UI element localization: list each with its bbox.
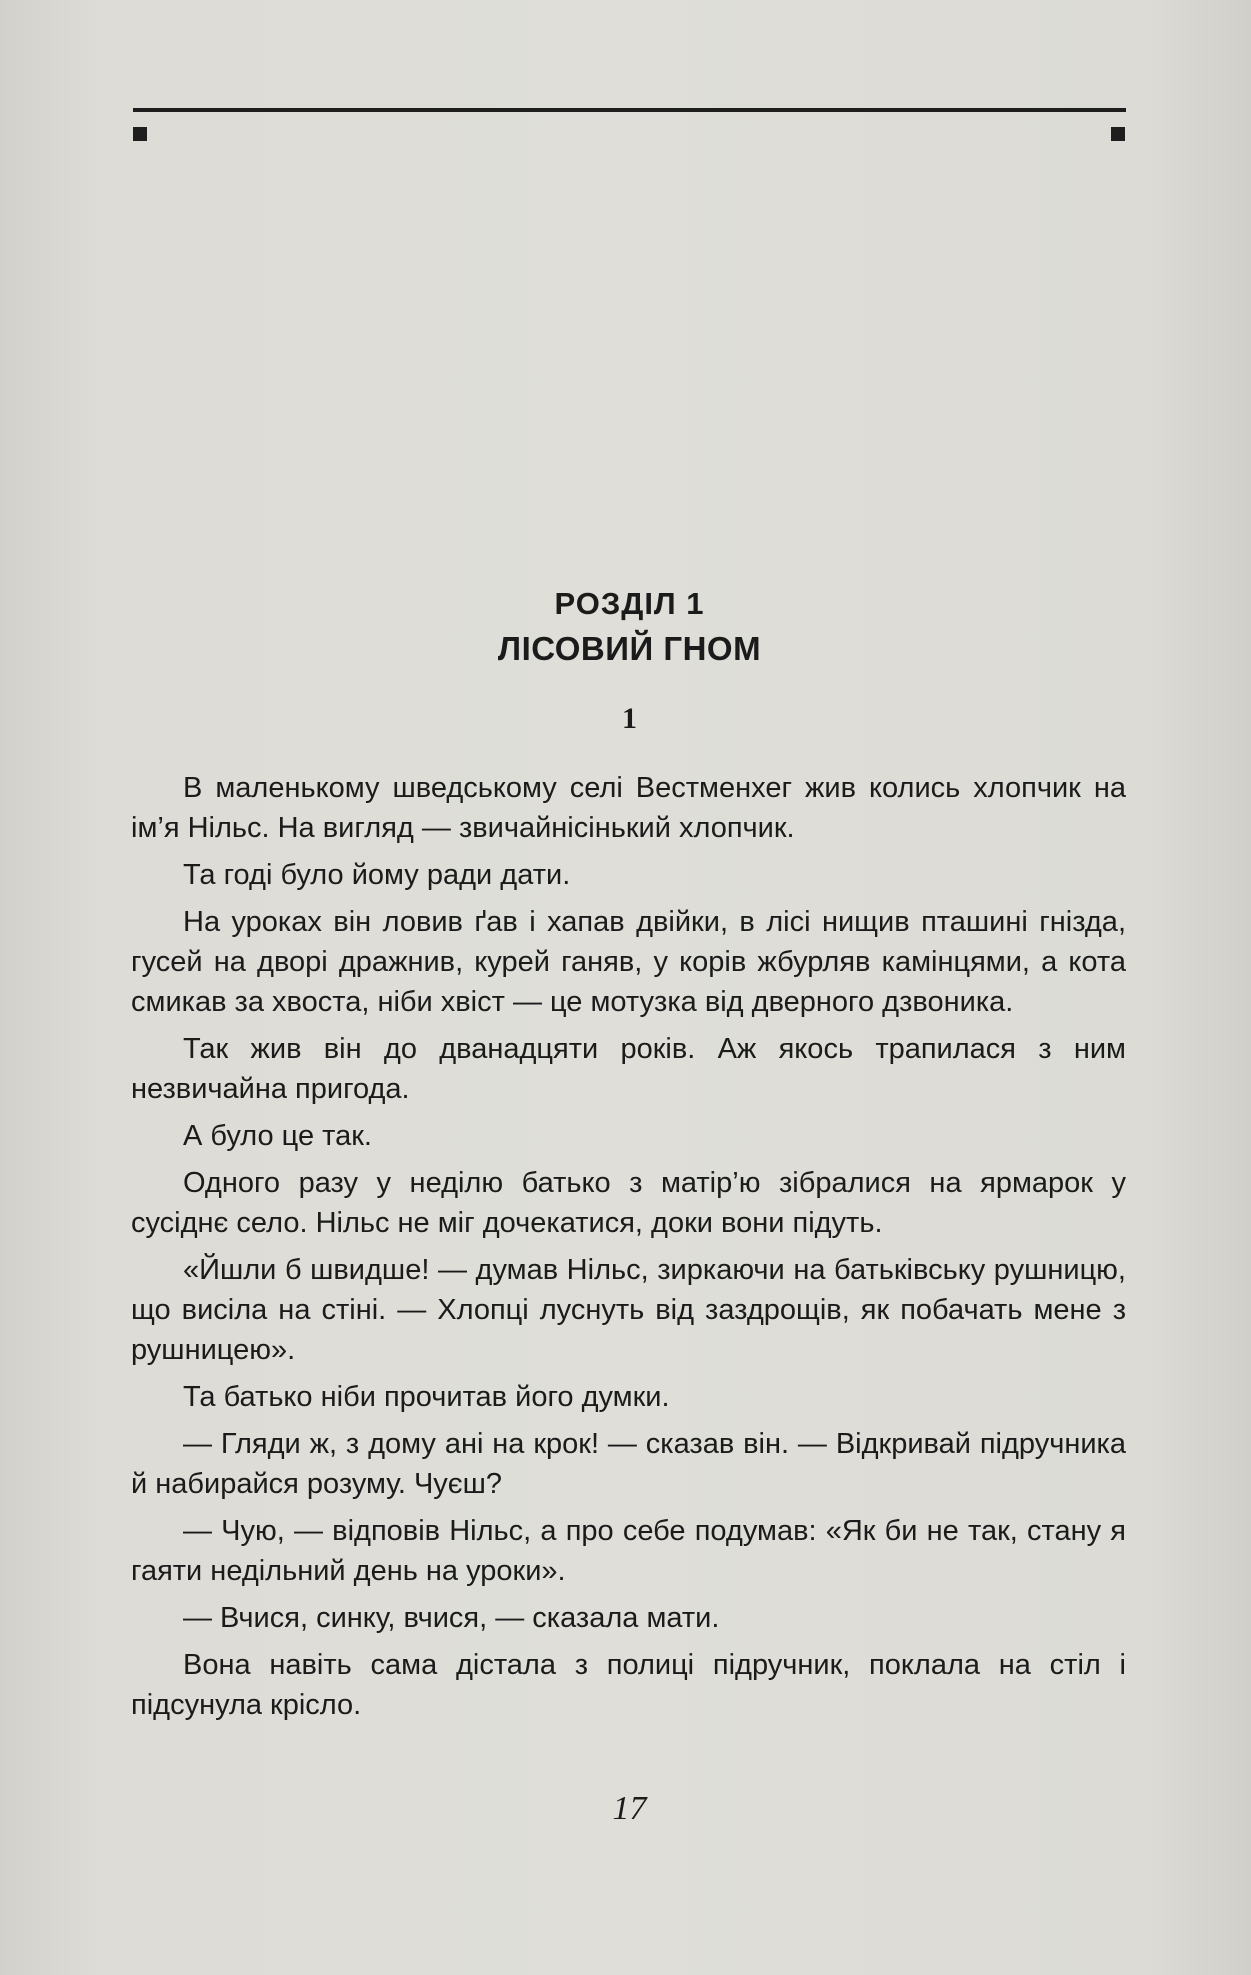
header-rule: [133, 108, 1126, 112]
paragraph: На уроках він ловив ґав і хапав двійки, в лісі нищив пташині гнізда, гусей на дворі дражнив, курей ганяв, у корів жбурляв камінцями, а кота смикав за хвоста, ніби хвіст — це мотузка від дверного дзвоника.: [131, 906, 1126, 1018]
body-text: [131, 768, 1126, 1732]
paragraph: «Йшли б швидше! — думав Нільс, зиркаючи на батьківську рушницю, що висіла на стіні. — Хлопці луснуть від заздрощів, як побачать мене з рушницею».: [131, 1254, 1126, 1366]
paragraph: Так жив він до дванадцяти років. Аж якось трапилася з ним незвичайна пригода.: [131, 1033, 1126, 1105]
page-number: 17: [612, 1790, 647, 1827]
paragraph: А було це так.: [183, 1120, 372, 1152]
paragraph: Та годі було йому ради дати.: [183, 859, 571, 891]
paragraph: — Вчися, синку, вчися, — сказала мати.: [183, 1602, 720, 1634]
section-number: 1: [622, 702, 637, 735]
chapter-label: РОЗДІЛ 1: [554, 586, 705, 621]
paragraph: — Чую, — відповів Нільс, а про себе подумав: «Як би не так, стану я гаяти недільний день на уроки».: [131, 1515, 1126, 1587]
header-marker-left: [133, 127, 147, 141]
paragraph: Одного разу у неділю батько з матір’ю зібралися на ярмарок у сусіднє село. Нільс не міг дочекатися, доки вони підуть.: [131, 1167, 1126, 1239]
paragraph: Вона навіть сама дістала з полиці підручник, поклала на стіл і підсунула крісло.: [131, 1649, 1126, 1721]
paragraph: Та батько ніби прочитав його думки.: [183, 1381, 670, 1413]
paragraph: В маленькому шведському селі Вестменхег жив колись хлопчик на ім’я Нільс. На вигляд — звичайнісінький хлопчик.: [131, 772, 1126, 844]
header-marker-right: [1111, 127, 1125, 141]
chapter-title: ЛІСОВИЙ ГНОМ: [497, 630, 762, 667]
paragraph: — Гляди ж, з дому ані на крок! — сказав він. — Відкривай підручника й набирайся розуму. Чуєш?: [131, 1428, 1126, 1500]
